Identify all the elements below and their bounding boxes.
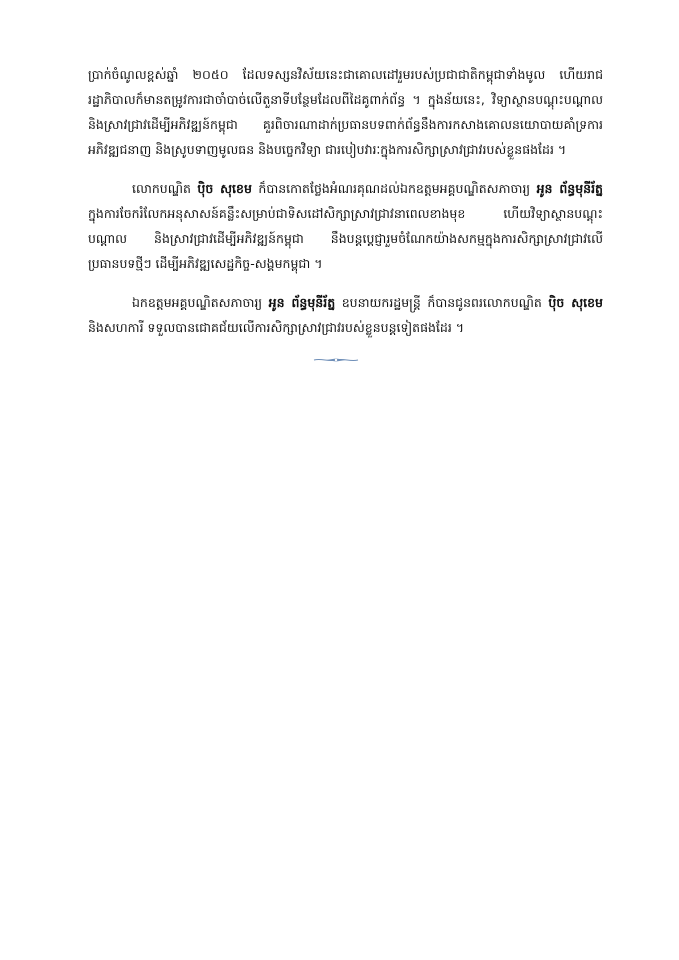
paragraph-1-text: ប្រាក់ចំណូលខ្ពស់ឆ្នាំ ២០៥០ ដែលទស្សនវិស័យនេះជាគោលដៅរួមរបស់ប្រជាជាតិកម្ពុជាទាំងមូល ហើយរាជរដ្ឋាភិបាលក៏មានតម្រូវការជាចាំបាច់លើតួនាទីបន្ថែមដែលពីដៃគូពាក់ព័ន្ធ ។ ក្នុងន័យនេះ, វិទ្យាស្ថានបណ្តុះបណ្តាល និងស្រាវជ្រាវដើម្បីអភិវឌ្ឍន៍កម្ពុជា គួរពិចារណាដាក់ប្រធានបទពាក់ព័ន្ធនឹងការកសាងគោលនយោបាយគាំទ្រការអភិវឌ្ឍជនាញ និងស្រូបទាញមូលធន និងបច្ចេកវិទ្យា ជារបៀបវារៈក្នុងការសិក្សាស្រាវជ្រាវរបស់ខ្លួនផងដែរ ។ xyxy=(88,67,603,157)
document-body xyxy=(88,62,603,354)
paragraph-1 xyxy=(88,62,603,162)
paragraph-2-text-intro: លោកបណ្ឌិត xyxy=(132,181,198,196)
paragraph-3-text-body: និងសហការី ទទួលបានជោគជ័យលើការសិក្សាស្រាវជ្រាវរបស់ខ្លួនបន្តទៀតផងដែរ ។ xyxy=(88,320,465,335)
ornamental-divider-icon xyxy=(312,355,360,365)
paragraph-2-text-body: ក្នុងការចែករំលែកអនុសាសន៍គន្លឹះសម្រាប់ជាទិសដៅសិក្សាស្រាវជ្រាវនាពេលខាងមុខ ហើយវិទ្យាស្ថានបណ្តុះបណ្តាល និងស្រាវជ្រាវដើម្បីអភិវឌ្ឍន៍កម្ពុជា នឹងបន្តប្តេជ្ញារួមចំណែកយ៉ាងសកម្មក្នុងការសិក្សាស្រាវជ្រាវលើប្រធានបទថ្មីៗ ដើម្បីអភិវឌ្ឍសេដ្ឋកិច្ច-សង្គមកម្ពុជា ។ xyxy=(88,206,603,271)
person-name-pech-sokhem: ប៉ិច សុខេម xyxy=(197,181,252,196)
person-name-aun-pornmoniroth: អូន ព័ន្ធមុនីរ័ត្ន xyxy=(268,295,336,310)
paragraph-2 xyxy=(88,176,603,276)
paragraph-2-text-thanks: ក៏បានកោតថ្លែងអំណរគុណដល់ឯកឧត្តមអគ្គបណ្ឌិតសភាចារ្យ xyxy=(251,181,537,196)
paragraph-3 xyxy=(88,290,603,340)
paragraph-3-text-role: ឧបនាយករដ្ឋមន្ត្រី ក៏បានជូនពរលោកបណ្ឌិត xyxy=(335,295,549,310)
person-name-aun-pornmoniroth: អូន ព័ន្ធមុនីរ័ត្ន xyxy=(536,181,603,196)
paragraph-3-text-intro: ឯកឧត្តមអគ្គបណ្ឌិតសភាចារ្យ xyxy=(132,295,269,310)
person-name-pech-sokhem: ប៉ិច សុខេម xyxy=(548,295,603,310)
